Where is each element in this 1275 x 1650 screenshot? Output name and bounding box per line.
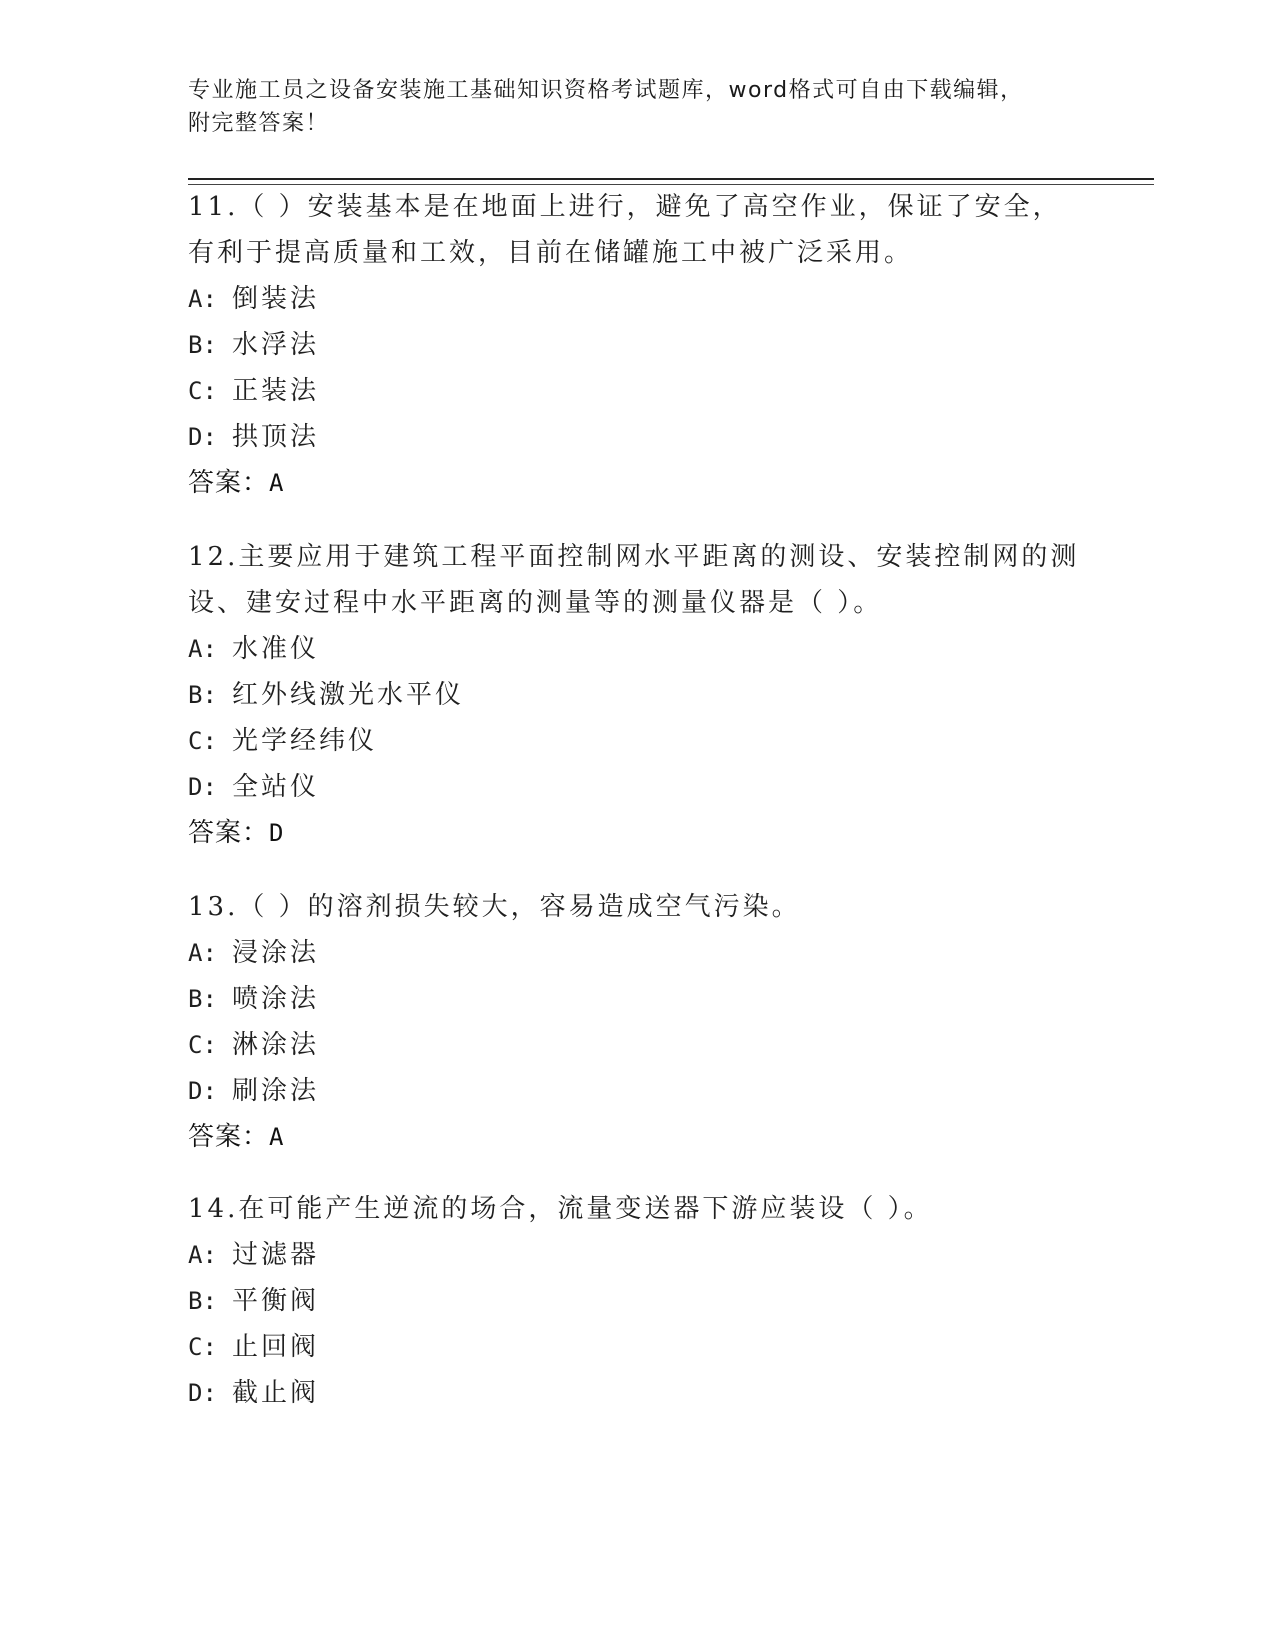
question-stem-line: 11.（ ）安装基本是在地面上进行，避免了高空作业，保证了安全， — [188, 192, 1062, 222]
answer-value: D — [269, 819, 285, 847]
option-text: 刷涂法 — [232, 1076, 320, 1106]
option-letter: D: — [188, 423, 217, 451]
option-text: 喷涂法 — [232, 984, 320, 1014]
option-text: 拱顶法 — [232, 422, 320, 452]
answer-value: A — [269, 1123, 285, 1151]
option-text: 浸涂法 — [232, 938, 320, 968]
option-b — [188, 672, 1088, 718]
option-c — [188, 1324, 1088, 1370]
answer-line — [188, 1114, 1088, 1160]
option-c — [188, 718, 1088, 764]
option-letter: C: — [188, 1031, 217, 1059]
option-b — [188, 976, 1088, 1022]
question-stem-line: 12.主要应用于建筑工程平面控制网水平距离的测设、安装控制网的测 — [188, 542, 1080, 572]
option-text: 水准仪 — [232, 634, 320, 664]
option-letter: A: — [188, 635, 217, 663]
question-12 — [188, 534, 1088, 856]
option-a — [188, 626, 1088, 672]
option-a — [188, 276, 1088, 322]
option-letter: C: — [188, 377, 217, 405]
answer-line — [188, 810, 1088, 856]
option-letter: D: — [188, 1379, 217, 1407]
option-letter: D: — [188, 773, 217, 801]
question-stem-line: 13.（ ）的溶剂损失较大，容易造成空气污染。 — [188, 892, 801, 922]
option-text: 正装法 — [232, 376, 320, 406]
question-stem-line: 有利于提高质量和工效，目前在储罐施工中被广泛采用。 — [188, 238, 914, 268]
option-c — [188, 368, 1088, 414]
header-line-2: 附完整答案！ — [188, 111, 330, 136]
option-d — [188, 1370, 1088, 1416]
header-divider-thick — [188, 178, 1154, 180]
answer-line — [188, 460, 1088, 506]
option-text: 过滤器 — [232, 1240, 320, 1270]
option-text: 红外线激光水平仪 — [232, 680, 465, 710]
option-b — [188, 1278, 1088, 1324]
option-letter: B: — [188, 331, 217, 359]
option-letter: C: — [188, 1333, 217, 1361]
option-a — [188, 930, 1088, 976]
option-text: 倒装法 — [232, 284, 320, 314]
option-letter: A: — [188, 939, 217, 967]
option-d — [188, 764, 1088, 810]
option-letter: A: — [188, 285, 217, 313]
answer-label: 答案： — [188, 1122, 270, 1152]
option-d — [188, 1068, 1088, 1114]
option-text: 光学经纬仪 — [232, 726, 378, 756]
question-14 — [188, 1186, 1088, 1416]
question-stem-line: 设、建安过程中水平距离的测量等的测量仪器是（ ）。 — [188, 588, 883, 618]
question-stem-line: 14.在可能产生逆流的场合，流量变送器下游应装设（ ）。 — [188, 1194, 933, 1224]
option-letter: B: — [188, 1287, 217, 1315]
option-text: 止回阀 — [232, 1332, 320, 1362]
option-a — [188, 1232, 1088, 1278]
option-letter: D: — [188, 1077, 217, 1105]
header-line-1: 专业施工员之设备安装施工基础知识资格考试题库，word格式可自由下载编辑， — [188, 78, 1024, 103]
option-letter: C: — [188, 727, 217, 755]
option-d — [188, 414, 1088, 460]
option-text: 截止阀 — [232, 1378, 320, 1408]
answer-label: 答案： — [188, 468, 270, 498]
option-letter: B: — [188, 985, 217, 1013]
option-text: 淋涂法 — [232, 1030, 320, 1060]
option-b — [188, 322, 1088, 368]
answer-value: A — [269, 469, 285, 497]
question-13 — [188, 884, 1088, 1160]
document-header — [188, 74, 1088, 140]
question-11 — [188, 184, 1088, 506]
option-text: 平衡阀 — [232, 1286, 320, 1316]
option-letter: B: — [188, 681, 217, 709]
option-c — [188, 1022, 1088, 1068]
answer-label: 答案： — [188, 818, 270, 848]
option-text: 水浮法 — [232, 330, 320, 360]
option-letter: A: — [188, 1241, 217, 1269]
option-text: 全站仪 — [232, 772, 320, 802]
